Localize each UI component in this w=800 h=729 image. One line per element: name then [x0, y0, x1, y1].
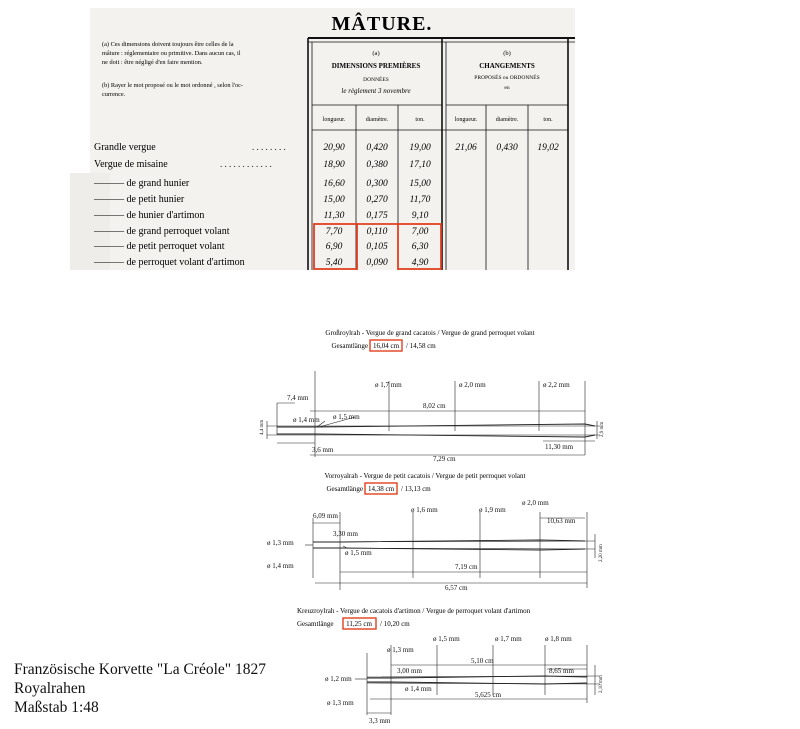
header-ton-a: ton. — [415, 117, 425, 123]
col-b-sub: PROPOSÉS ou ORDONNÉS — [474, 75, 540, 81]
drawing-mizzen-royal — [255, 603, 605, 729]
val-6-t: 6,30 — [411, 242, 429, 252]
drawing1-d14: ø 1,4 mm — [293, 416, 320, 424]
val-7-d: 0,090 — [366, 258, 388, 268]
val-7-l: 5,40 — [325, 258, 343, 268]
drawing1-d22: ø 2,2 mm — [543, 381, 570, 389]
drawing3-total-rest: / 10,20 cm — [380, 620, 410, 628]
drawing3-side-right: 2,10 mm — [599, 675, 604, 693]
drawing3-d13a: ø 1,3 mm — [387, 646, 414, 654]
drawing2-d-top: 6,09 mm — [313, 512, 338, 520]
drawing2-d20: ø 2,0 mm — [522, 499, 549, 507]
svg-text:. . . . . . . .: . . . . . . . . — [252, 142, 286, 152]
drawing2-title: Vorroyalrah - Vergue de petit cacatois / Vergue de petit perroquet volant — [324, 472, 526, 480]
scanned-mature-table — [70, 8, 575, 270]
drawing1-total-label: Gesamtlänge — [331, 342, 368, 350]
drawing3-d15: ø 1,5 mm — [433, 635, 460, 643]
note-a-line-3: ne doit : être négligé d'en faire mention. — [102, 59, 203, 66]
val-0-l2: 21,06 — [455, 143, 477, 153]
val-7-t: 4,90 — [411, 258, 429, 268]
col-b-title: CHANGEMENTS — [479, 62, 535, 70]
row-label-4: ——— de hunier d'artimon — [94, 210, 205, 221]
val-0-d: 0,420 — [366, 143, 388, 153]
drawing3-d14: ø 1,4 mm — [405, 685, 432, 693]
drawing1-d20: ø 2,0 mm — [459, 381, 486, 389]
drawing1-len2: 7,29 cm — [433, 455, 456, 463]
drawing2-total-rest: / 13,13 cm — [401, 485, 431, 493]
val-0-t2: 19,02 — [537, 143, 559, 153]
row-label-2: ——— de grand hunier — [94, 178, 190, 189]
drawing2-len2: 6,57 cm — [445, 584, 468, 592]
drawing3-d13b: ø 1,3 mm — [327, 699, 354, 707]
drawing1-title: Großroylrah - Vergue de grand cacatois / Vergue de grand perroquet volant — [325, 329, 535, 337]
val-6-l: 6,90 — [325, 242, 343, 252]
drawing1-len3: 11,30 mm — [545, 443, 574, 451]
svg-text:. . . . . . . . . . . .: . . . . . . . . . . . . — [220, 159, 272, 169]
row-label-6: ——— de petit perroquet volant — [94, 241, 225, 252]
val-4-d: 0,175 — [366, 211, 388, 221]
val-2-d: 0,300 — [366, 179, 388, 189]
caption-subject: Royalrahen — [14, 680, 86, 697]
drawing3-small-top: 3,00 mm — [397, 667, 422, 675]
drawing3-len3: 8,65 mm — [549, 667, 574, 675]
drawing3-d17: ø 1,7 mm — [495, 635, 522, 643]
drawing2-len1: 7,19 cm — [455, 563, 478, 571]
val-6-d: 0,105 — [366, 242, 388, 252]
drawing3-len1: 5,10 cm — [471, 657, 494, 665]
drawing-fore-royal — [255, 468, 605, 598]
val-3-t: 11,70 — [409, 195, 431, 205]
drawing3-small-bottom: 3,3 mm — [369, 717, 391, 725]
val-3-l: 15,00 — [323, 195, 345, 205]
val-0-l: 20,90 — [323, 143, 345, 153]
note-b-line-1: (b) Rayer le mot proposé ou le mot ordonné , selon l'oc- — [102, 82, 244, 89]
header-diametre-a: diamètre. — [365, 117, 389, 123]
row-label-7: ——— de perroquet volant d'artimon — [94, 257, 245, 268]
note-a-line-2: mâture : réglementaire ou primitive. Dans aucun cas, il — [102, 50, 241, 57]
drawing1-d17: ø 1,7 mm — [375, 381, 402, 389]
val-4-t: 9,10 — [411, 211, 429, 221]
val-4-l: 11,30 — [323, 211, 345, 221]
header-diametre-b: diamètre. — [495, 117, 519, 123]
row-label-3: ——— de petit hunier — [94, 194, 185, 205]
header-longueur-b: longueur. — [454, 117, 478, 123]
caption-scale: Maßstab 1:48 — [14, 699, 99, 716]
col-b-marker: (b) — [503, 50, 511, 57]
drawing1-side-right: 2,9 mm — [600, 421, 605, 437]
note-b-line-2: currence. — [102, 91, 126, 98]
col-a-hand: le règlement 3 novembre — [341, 87, 411, 95]
drawing1-d15: ø 1,5 mm — [333, 413, 360, 421]
drawing-grand-royal — [255, 325, 605, 465]
caption-ship: Französische Korvette "La Créole" 1827 — [14, 661, 266, 678]
drawing1-total-highlight: 16,04 cm — [372, 342, 400, 350]
drawing1-len1: 8,02 cm — [423, 402, 446, 410]
col-a-marker: (a) — [372, 50, 380, 57]
drawing2-small: 3,30 mm — [333, 530, 358, 538]
drawing2-d19: ø 1,9 mm — [479, 506, 506, 514]
note-a-line-1: (a) Ces dimensions doivent toujours être celles de la — [102, 41, 234, 48]
drawing3-len2: 5,625 cm — [475, 691, 502, 699]
drawing2-d16: ø 1,6 mm — [411, 506, 438, 514]
drawing2-side-right: 2,20 mm — [599, 544, 604, 562]
header-ton-b: ton. — [543, 117, 553, 123]
val-0-t: 19,00 — [409, 143, 431, 153]
drawing3-total-highlight: 11,25 cm — [346, 620, 372, 628]
table-title: MÂTURE. — [331, 13, 433, 35]
header-longueur-a: longueur. — [322, 117, 346, 123]
col-b-en: en — [504, 85, 510, 91]
val-2-l: 16,60 — [323, 179, 345, 189]
drawing1-small: 3,6 mm — [312, 446, 334, 454]
drawing3-d18: ø 1,8 mm — [545, 635, 572, 643]
val-5-d: 0,110 — [366, 227, 388, 237]
drawing2-len3: 10,63 mm — [547, 517, 576, 525]
row-label-0: Grandle vergue — [94, 142, 156, 153]
val-1-l: 18,90 — [323, 160, 345, 170]
val-3-d: 0,270 — [366, 195, 388, 205]
drawing2-total-highlight: 14,38 cm — [367, 485, 395, 493]
drawing3-title: Kreuzroylrah - Vergue de cacatois d'artimon / Vergue de perroquet volant d'artimon — [297, 607, 531, 615]
drawing2-total-label: Gesamtlänge — [326, 485, 363, 493]
drawing3-d12: ø 1,2 mm — [325, 675, 352, 683]
drawing1-side-left: 4,4 mm — [260, 419, 265, 435]
val-5-l: 7,70 — [325, 227, 343, 237]
drawing3-total-label: Gesamtlänge — [297, 620, 334, 628]
row-label-1: Vergue de misaine — [94, 159, 168, 170]
val-2-t: 15,00 — [409, 179, 431, 189]
val-1-t: 17,10 — [409, 160, 431, 170]
caption — [14, 660, 266, 717]
val-1-d: 0,380 — [366, 160, 388, 170]
drawing1-dim-left: 7,4 mm — [287, 394, 309, 402]
col-a-sub: DONNÉES — [363, 77, 389, 83]
row-label-5: ——— de grand perroquet volant — [94, 226, 230, 237]
val-5-t: 7,00 — [411, 227, 429, 237]
drawing2-d15: ø 1,5 mm — [345, 549, 372, 557]
drawing1-total-rest: / 14,58 cm — [406, 342, 436, 350]
drawing2-d14: ø 1,4 mm — [267, 562, 294, 570]
drawing2-d13: ø 1,3 mm — [267, 539, 294, 547]
val-0-d2: 0,430 — [496, 143, 518, 153]
col-a-title: DIMENSIONS PREMIÈRES — [331, 62, 421, 70]
